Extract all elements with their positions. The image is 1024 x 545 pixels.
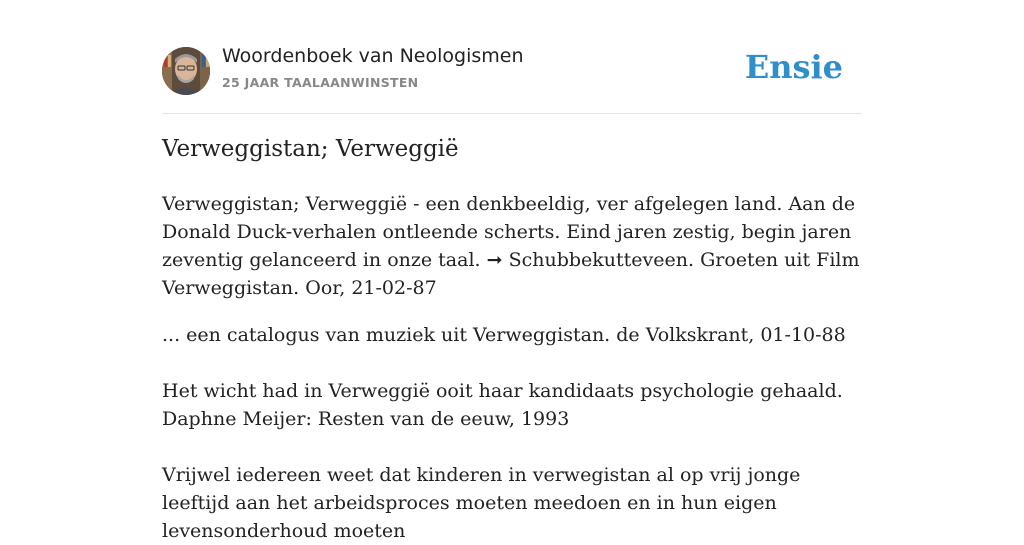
entry-title: Verweggistan; Verweggië bbox=[162, 136, 459, 162]
entry-card bbox=[162, 0, 862, 542]
page-header bbox=[162, 0, 862, 114]
citation: Vrijwel iedereen weet dat kinderen in verwegistan al op vrij jonge leeftijd aan het arbeidsproces moeten meedoen en in hun eigen levensonderhoud moeten bbox=[162, 464, 801, 542]
site-subtitle: 25 JAAR TAALAANWINSTEN bbox=[222, 75, 419, 90]
site-title[interactable]: Woordenboek van Neologismen bbox=[222, 45, 524, 67]
citation: Het wicht had in Verweggië ooit haar kandidaats psychologie gehaald. Daphne Meijer: Resten van de eeuw, 1993 bbox=[162, 380, 843, 430]
entry-definition: Verweggistan; Verweggië - een denkbeeldig, ver afgelegen land. Aan de Donald Duck-verhalen ontleende scherts. Eind jaren zestig, begin jaren zeventig gelanceerd in onze taal. ➞ Schubbekutteveen. Groeten uit Film Verweggistan. Oor, 21-02-87 bbox=[162, 193, 860, 299]
citation: ... een catalogus van muziek uit Verweggistan. de Volkskrant, 01-10-88 bbox=[162, 324, 846, 346]
author-avatar[interactable] bbox=[162, 47, 210, 95]
ensie-logo[interactable]: Ensie bbox=[744, 48, 843, 86]
